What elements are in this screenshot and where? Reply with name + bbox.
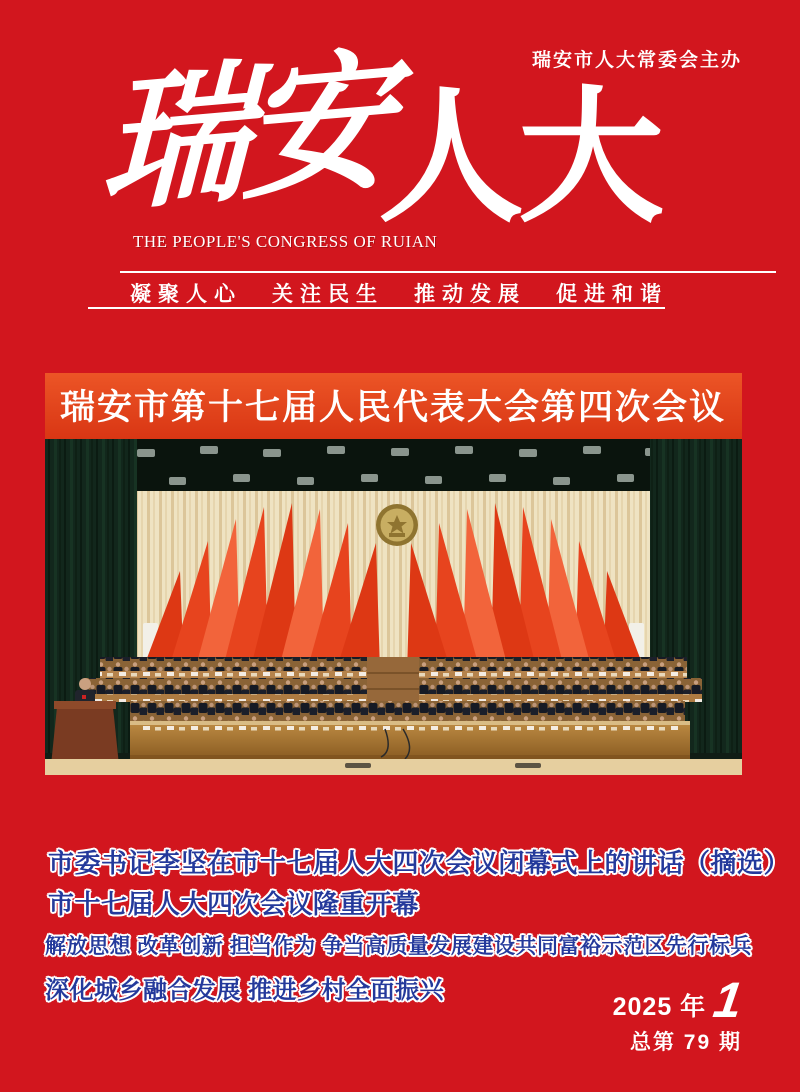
slogan-item: 推动发展 [414,283,526,306]
headline-3: 解放思想 改革创新 担当作为 争当高质量发展建设共同富裕示范区先行标兵 [45,935,753,958]
masthead-english-subtitle: THE PEOPLE'S CONGRESS OF RUIAN [133,232,438,251]
masthead-calligraphy: 瑞安 [98,32,386,234]
photo-banner-text: 瑞安市第十七届人民代表大会第四次会议 [59,388,727,427]
publisher-line: 瑞安市人大常委会主办 [531,50,742,71]
slogan-item: 凝聚人心 [130,283,242,306]
masthead-title: 人大 [378,76,658,239]
stage-floor [45,759,742,775]
delegate-tiers [85,657,702,723]
issue-number: 1 [710,972,746,1028]
issue-year: 2025 年 [612,993,707,1021]
rostrum-desk [130,721,690,759]
headline-4: 深化城乡融合发展 推进乡村全面振兴 [45,977,445,1004]
slogan-item: 促进和谐 [556,283,668,306]
issue-info [612,972,746,1056]
headline-2: 市十七届人大四次会议隆重开幕 [48,889,420,919]
national-emblem [376,504,418,546]
slogan-bar [130,278,668,308]
issue-total: 总第 79 期 [629,1031,742,1054]
slogan-divider-top [120,271,776,273]
slogan-divider-bottom [88,307,665,309]
slogan-item: 关注民生 [272,283,384,306]
cover-photo [45,373,742,775]
headline-1: 市委书记李坚在市十七届人大四次会议闭幕式上的讲话（摘选） [48,848,791,878]
